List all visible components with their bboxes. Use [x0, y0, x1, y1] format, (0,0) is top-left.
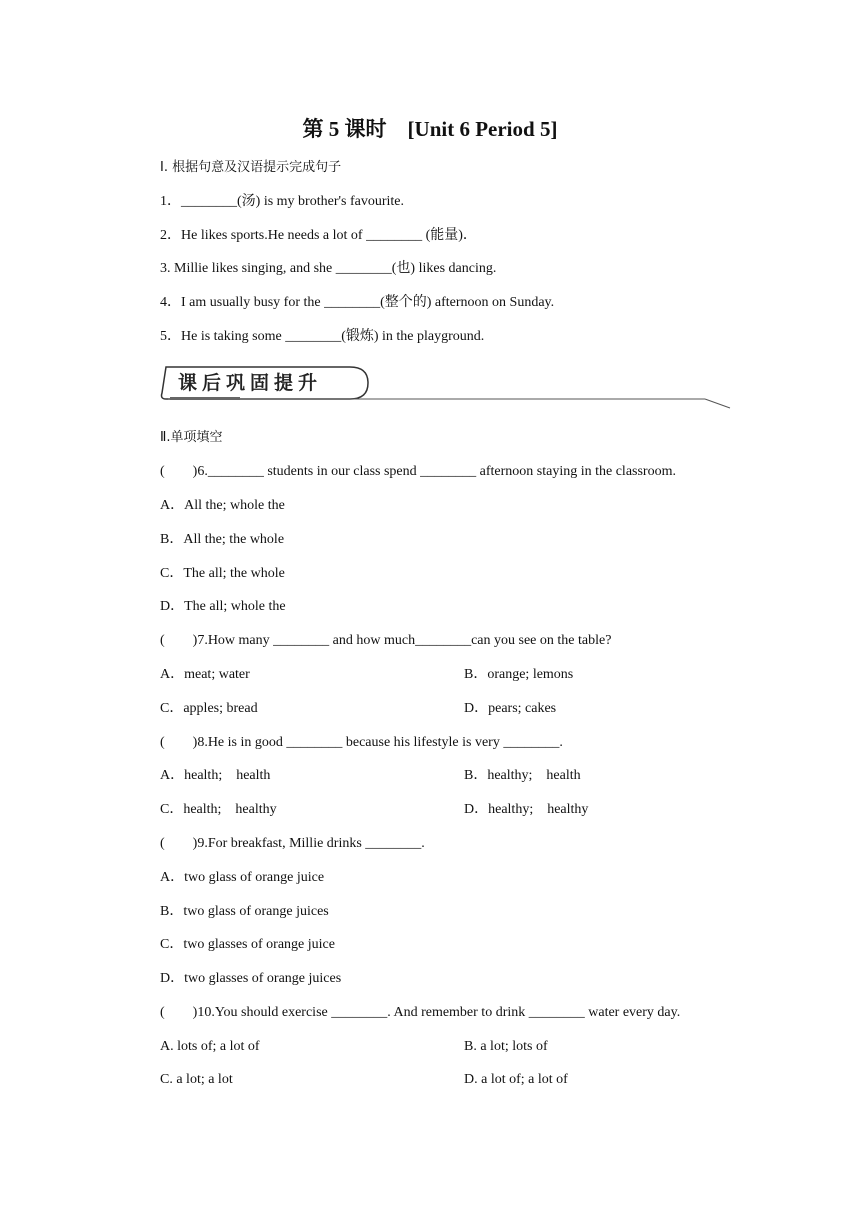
section-banner-label: 课后巩固提升	[178, 372, 323, 394]
question-5: 5．He is taking some ________(锻炼) in the playground.	[160, 329, 485, 344]
question-7-option-b: B．orange; lemons	[464, 667, 574, 682]
question-6-option-a: A．All the; whole the	[160, 498, 285, 513]
question-8-option-d: D．healthy; healthy	[464, 802, 589, 817]
section-1-heading: Ⅰ. 根据句意及汉语提示完成句子	[160, 160, 342, 175]
question-7-option-c: C．apples; bread	[160, 701, 258, 716]
section-2-heading: Ⅱ.单项填空	[160, 430, 223, 445]
question-6-option-b: B．All the; the whole	[160, 532, 285, 547]
question-6-option-c: C．The all; the whole	[160, 566, 285, 581]
question-4: 4．I am usually busy for the ________(整个的) afternoon on Sunday.	[160, 295, 555, 310]
question-6-stem: ( )6.________ students in our class spend ________ afternoon staying in the classroom.	[160, 464, 676, 479]
question-10-option-d: D. a lot of; a lot of	[464, 1072, 568, 1087]
question-6-option-d: D．The all; whole the	[160, 599, 286, 614]
page-title: 第 5 课时 [Unit 6 Period 5]	[302, 117, 558, 141]
question-9-option-c: C．two glasses of orange juice	[160, 937, 335, 952]
question-9-option-d: D．two glasses of orange juices	[160, 971, 342, 986]
question-10-option-b: B. a lot; lots of	[464, 1039, 548, 1054]
question-8-option-a: A．health; health	[160, 768, 271, 783]
question-10-stem: ( )10.You should exercise ________. And remember to drink ________ water every day.	[160, 1005, 681, 1020]
question-3: 3. Millie likes singing, and she ________(也) likes dancing.	[160, 261, 497, 276]
question-8-stem: ( )8.He is in good ________ because his lifestyle is very ________.	[160, 735, 563, 750]
question-8-option-c: C．health; healthy	[160, 802, 277, 817]
question-1: 1．________(汤) is my brother's favourite.	[160, 194, 404, 209]
question-7-option-d: D．pears; cakes	[464, 701, 557, 716]
question-9-option-a: A．two glass of orange juice	[160, 870, 325, 885]
question-10-option-a: A. lots of; a lot of	[160, 1039, 260, 1054]
question-8-option-b: B．healthy; health	[464, 768, 581, 783]
question-9-stem: ( )9.For breakfast, Millie drinks ________.	[160, 836, 425, 851]
question-2: 2．He likes sports.He needs a lot of ________ (能量)．	[160, 228, 477, 243]
question-7-stem: ( )7.How many ________ and how much________can you see on the table?	[160, 633, 612, 648]
question-10-option-c: C. a lot; a lot	[160, 1072, 233, 1087]
question-7-option-a: A．meat; water	[160, 667, 250, 682]
question-9-option-b: B．two glass of orange juices	[160, 904, 329, 919]
